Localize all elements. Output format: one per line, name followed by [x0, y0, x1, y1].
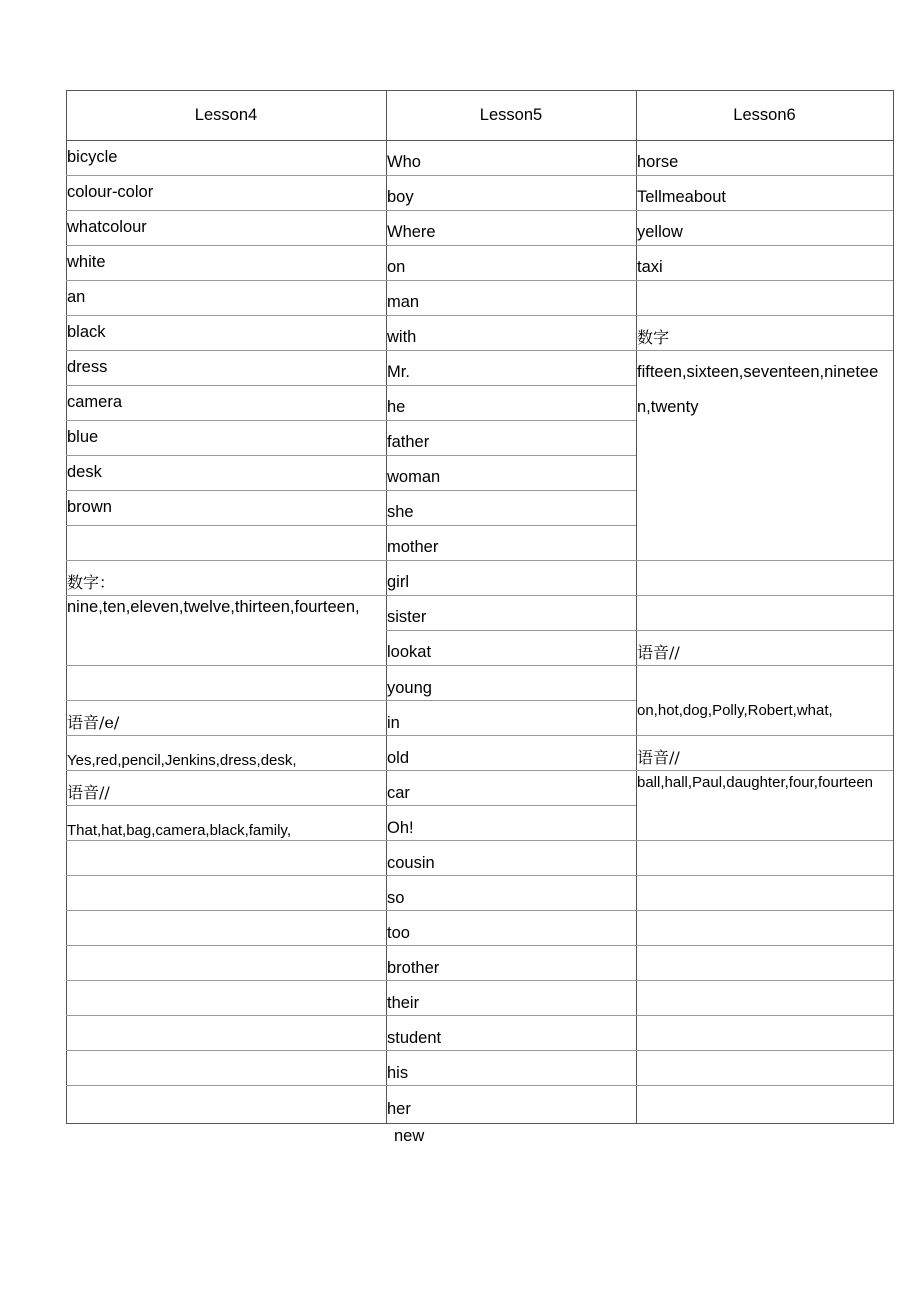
lesson4-word: black	[67, 323, 106, 341]
lesson4-numbers-label: 数字：	[67, 573, 116, 592]
lesson6-header: Lesson6	[733, 106, 796, 124]
lesson6-numbers: fifteen,sixteen,seventeen,nineteen,twenty	[637, 363, 879, 416]
lesson5-word: with	[387, 328, 417, 346]
lesson5-trailing-word: new	[394, 1127, 425, 1145]
lesson5-word: her	[387, 1100, 411, 1118]
lesson5-word: their	[387, 994, 420, 1012]
lesson4-phonics-ae-words: That,hat,bag,camera,black,family,	[67, 822, 291, 839]
lesson4-phonics-e-label: 语音/e/	[67, 713, 120, 732]
lesson5-word: student	[387, 1029, 442, 1047]
lesson5-word: sister	[387, 608, 427, 626]
lesson6-phonics-o-label: 语音//	[637, 643, 680, 662]
lesson5-word: Who	[387, 153, 421, 171]
lesson5-word: too	[387, 924, 410, 942]
lesson6-phonics-or-words: ball,hall,Paul,daughter,four,fourteen	[637, 774, 874, 791]
lesson4-phonics-ae-label: 语音//	[67, 783, 110, 802]
lesson5-word: Mr.	[387, 363, 410, 381]
lesson5-word: car	[387, 784, 410, 802]
lesson4-word: whatcolour	[67, 218, 147, 236]
lesson6-phonics-or-label: 语音//	[637, 748, 680, 767]
lesson5-word: so	[387, 889, 405, 907]
lesson4-word: dress	[67, 358, 108, 376]
lesson4-word: desk	[67, 463, 102, 481]
lesson4-word: camera	[67, 393, 123, 411]
lesson5-word: old	[387, 749, 410, 767]
lesson4-word: an	[67, 288, 86, 306]
lesson5-word: woman	[387, 468, 441, 486]
lesson6-word: taxi	[637, 258, 663, 276]
lesson6-word: yellow	[637, 223, 683, 241]
lesson4-word: bicycle	[67, 148, 118, 166]
lesson5-word: his	[387, 1064, 409, 1082]
lesson5-word: lookat	[387, 643, 432, 661]
lesson5-word: father	[387, 433, 430, 451]
lesson4-word: blue	[67, 428, 99, 446]
lesson5-word: man	[387, 293, 420, 311]
lesson4-numbers: nine,ten,eleven,twelve,thirteen,fourteen,	[67, 598, 360, 616]
lesson5-word: Where	[387, 223, 436, 241]
lesson4-header: Lesson4	[194, 106, 258, 124]
lesson6-word: horse	[637, 153, 679, 171]
lesson5-word: she	[387, 503, 414, 521]
lesson5-word: mother	[387, 538, 439, 556]
lesson6-numbers-label: 数字	[637, 328, 670, 347]
lesson5-word: girl	[387, 573, 410, 591]
lesson4-word: white	[67, 253, 106, 271]
lesson5-word: he	[387, 398, 406, 416]
lesson5-word: young	[387, 679, 432, 697]
lesson5-word: boy	[387, 188, 414, 206]
lesson4-word: colour-color	[67, 183, 154, 201]
lesson5-word: brother	[387, 959, 440, 977]
lesson5-word: in	[387, 714, 400, 732]
lesson5-word: on	[387, 258, 406, 276]
lesson4-word: brown	[67, 498, 112, 516]
lesson5-header: Lesson5	[479, 106, 543, 124]
table-border-right	[893, 90, 894, 1123]
lesson6-phonics-o-words: on,hot,dog,Polly,Robert,what,	[637, 702, 833, 719]
lesson6-word: Tellmeabout	[637, 188, 726, 206]
lesson5-word: cousin	[387, 854, 435, 872]
lesson4-phonics-e-words: Yes,red,pencil,Jenkins,dress,desk,	[67, 752, 297, 769]
lesson5-word: Oh!	[387, 819, 414, 837]
